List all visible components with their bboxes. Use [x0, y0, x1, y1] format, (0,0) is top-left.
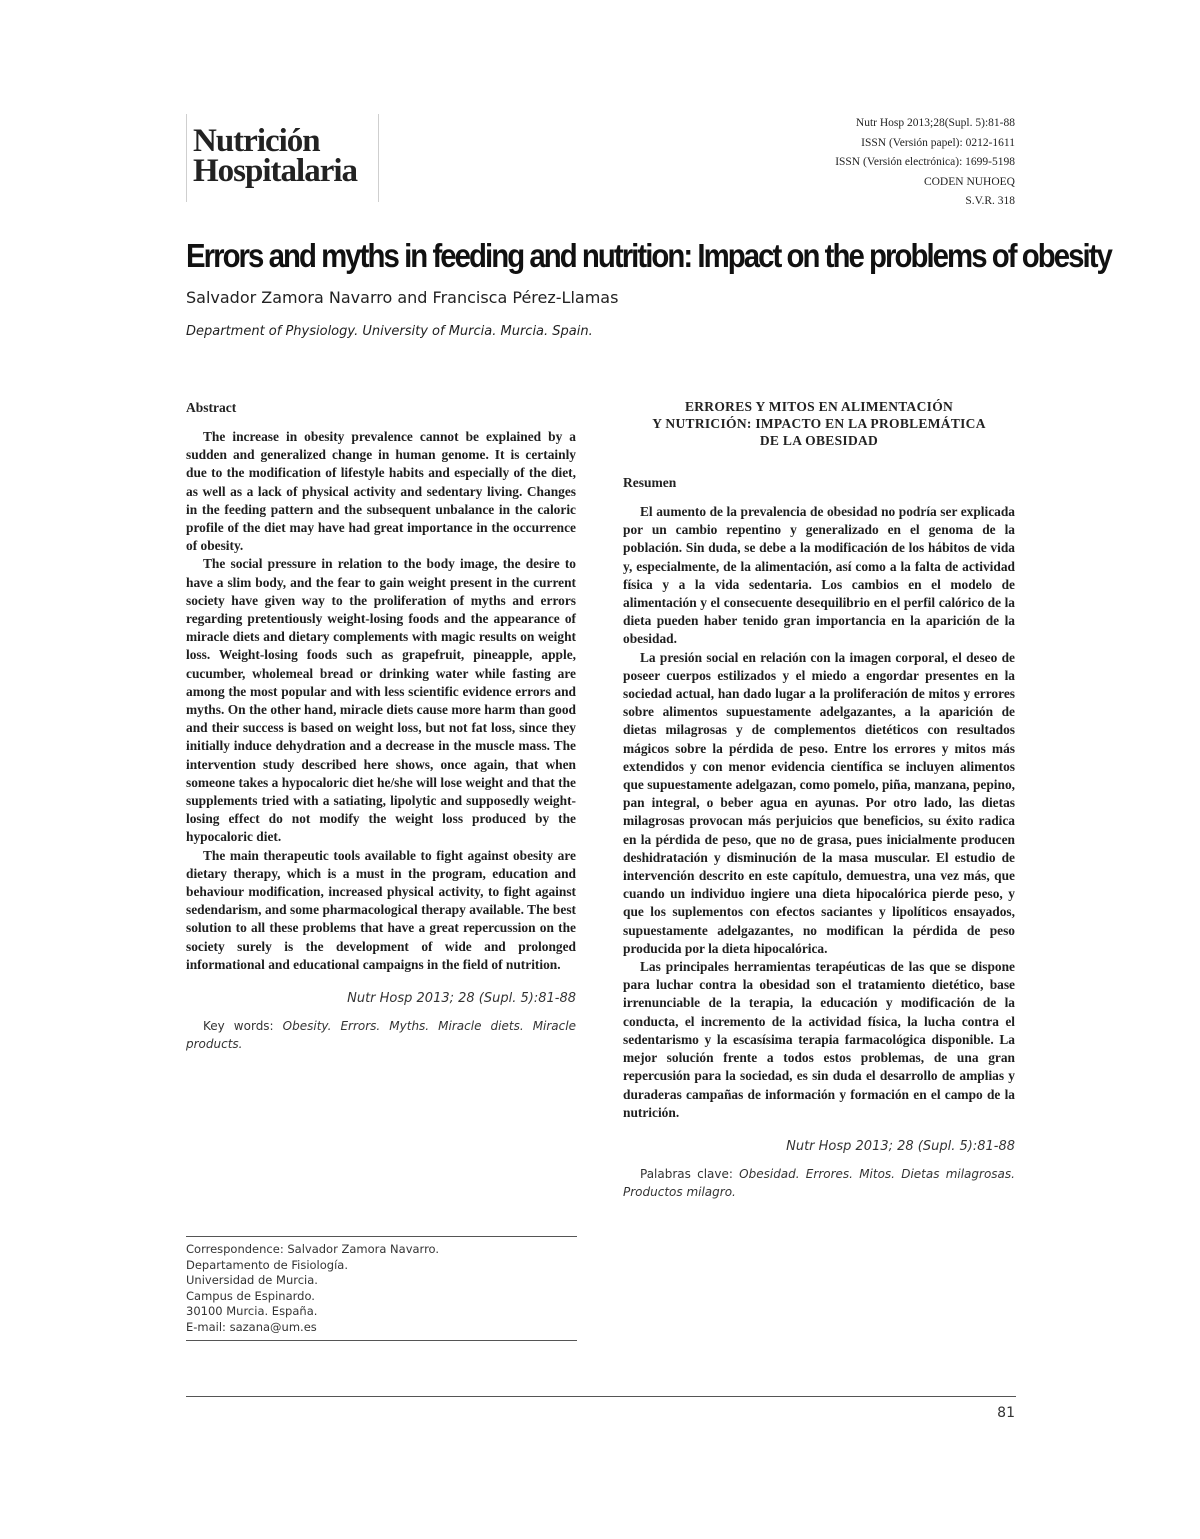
resumen-heading: Resumen [623, 475, 677, 490]
logo-line-2: Hospitalaria [193, 153, 358, 189]
journal-metadata [835, 114, 1015, 212]
abstract-heading: Abstract [186, 400, 237, 415]
journal-logo [186, 114, 379, 202]
abstract-body [186, 428, 576, 974]
spanish-title-line: DE LA OBESIDAD [759, 433, 879, 448]
coden: CODEN NUHOEQ [923, 175, 1015, 188]
abstract-column [186, 398, 576, 1053]
resumen-keywords [623, 1165, 1015, 1201]
keywords-text: Obesity. Errors. Myths. Miracle diets. Miracle products. [186, 1019, 576, 1052]
correspondence-email: E-mail: sazana@um.es [186, 1319, 317, 1334]
correspondence-bottom-rule [186, 1340, 577, 1341]
article-title: Errors and myths in feeding and nutrition: Impact on the problems of obesity [186, 237, 1111, 274]
resumen-citation: Nutr Hosp 2013; 28 (Supl. 5):81-88 [786, 1138, 1015, 1154]
resumen-column [623, 398, 1015, 1201]
abstract-paragraph: The social pressure in relation to the body image, the desire to have a slim body, and the fear to gain weight present in the current society have given way to the proliferation of myths and errors regarding pretentiously weight-losing foods and the appearance of miracle diets and dietary complements with magic results on weight loss. Weight-losing foods such as grapefruit, pineapple, apple, cucumber, wholemeal bread or drinking water while fasting are among the most popular and with less scientific evidence errors and myths. On the other hand, miracle diets cause more harm than good and their success is based on weight loss, but not fat loss, since they initially induce dehydration and a decrease in the muscle mass. The intervention study described here shows, once again, that when someone takes a hypocaloric diet he/she will lose weight and that the supplements tried with a satiating, lipolytic and supposedly weight-losing effect do not modify the weight loss produced by the hypocaloric diet. [186, 556, 576, 845]
palabras-clave-text: Obesidad. Errores. Mitos. Dietas milagrosas. Productos milagro. [623, 1166, 1015, 1199]
article-authors: Salvador Zamora Navarro and Francisca Pérez-Llamas [186, 288, 619, 307]
spanish-title-line: Y NUTRICIÓN: IMPACTO EN LA PROBLEMÁTICA [652, 416, 986, 431]
keywords-label: Key words: [203, 1019, 274, 1034]
abstract-paragraph: The increase in obesity prevalence cannot be explained by a sudden and generalized change in human genome. It is certainly due to the modification of lifestyle habits and especially of the diet, as well as a lack of physical activity and sedentary living. Changes in the feeding pattern and the subsequent unbalance in the caloric profile of the diet may have had great importance in the occurrence of obesity. [186, 429, 576, 554]
spanish-title-line: ERRORES Y MITOS EN ALIMENTACIÓN [684, 399, 954, 414]
palabras-clave-label: Palabras clave: [640, 1166, 733, 1181]
abstract-citation: Nutr Hosp 2013; 28 (Supl. 5):81-88 [347, 991, 576, 1007]
issn-electronic: ISSN (Versión electrónica): 1699-5198 [835, 156, 1015, 168]
correspondence-line: Correspondence: Salvador Zamora Navarro. [186, 1242, 440, 1256]
resumen-paragraph: Las principales herramientas terapéuticas de las que se dispone para luchar contra la obesidad son el tratamiento dietético, base irrenunciable de la terapia, la educación y modificación de la conducta, el incremento de la actividad física, la lucha contra el sedentarismo y la escasísima terapia farmacológica disponible. La mejor solución frente a todos estos problemas, de una gran repercusión para la sociedad, es sin duda el desarrollo de amplias y duraderas campañas de información y formación en el campo de la nutrición. [623, 959, 1015, 1120]
correspondence-block [186, 1242, 577, 1336]
article-affiliation: Department of Physiology. University of Murcia. Murcia. Spain. [186, 324, 593, 339]
abstract-paragraph: The main therapeutic tools available to fight against obesity are dietary therapy, which is a must in the program, education and behaviour modification, increased physical activity, to fight against sedendarism, and some pharmacological therapy available. The best solution to all these problems that have a great repercussion on the society surely is the development of wide and prolonged informational and educational campaigns in the field of nutrition. [186, 847, 576, 972]
correspondence-line: Departamento de Fisiología. [186, 1257, 348, 1272]
citation-line: Nutr Hosp 2013;28(Supl. 5):81-88 [855, 117, 1015, 129]
resumen-paragraph: La presión social en relación con la imagen corporal, el deseo de poseer cuerpos estilizados y el miedo a engordar presentes en la sociedad actual, han dado lugar a la proliferación de mitos y errores sobre alimentos supuestamente adelgazantes, a la aparición de dietas milagrosas y de complementos dietéticos con resultados mágicos sobre la pérdida de peso. Entre los errores y mitos más extendidos y con menor evidencia científica se incluyen alimentos que supuestamente adelgazan, como pomelo, piña, manzana, pepino, pan integral, o beber agua en ayunas. Por otro lado, las dietas milagrosas provocan más perjuicios que beneficios, su éxito radica en la pérdida de peso, que no de grasa, pues inicialmente producen deshidratación y disminución de la masa muscular. El estudio de intervención descrito en este capítulo, demuestra, una vez más, que cuando un individuo ingiere una dieta hipocalórica pierde peso, y que los suplementos con efectos saciantes y lipolíticos ensayados, supuestamente adelgazantes, no modifican la pérdida de peso producida por la dieta hipocalórica. [623, 649, 1015, 956]
logo-line-1: Nutrición [193, 123, 320, 159]
page-number: 81 [997, 1405, 1015, 1421]
correspondence-top-rule [186, 1236, 577, 1237]
spanish-title [623, 398, 1015, 449]
svr: S.V.R. 318 [965, 195, 1015, 207]
footer-rule [186, 1396, 1016, 1397]
resumen-paragraph: El aumento de la prevalencia de obesidad no podría ser explicada por un cambio repentino y generalizado en el genoma de la población. Sin duda, se debe a la modificación de los hábitos de vida y, especialmente, de la alimentación, así como a la falta de actividad física y a la vida sedentaria. Los cambios en el modelo de alimentación y el consecuente desequilibrio en el perfil calórico de la dieta pueden haber tenido gran importancia en la aparición de la obesidad. [623, 504, 1015, 647]
resumen-body [623, 503, 1015, 1122]
issn-print: ISSN (Versión papel): 0212-1611 [861, 136, 1015, 149]
correspondence-line: 30100 Murcia. España. [186, 1304, 318, 1319]
correspondence-line: Universidad de Murcia. [186, 1273, 318, 1288]
abstract-keywords [186, 1017, 576, 1053]
correspondence-line: Campus de Espinardo. [186, 1288, 315, 1303]
